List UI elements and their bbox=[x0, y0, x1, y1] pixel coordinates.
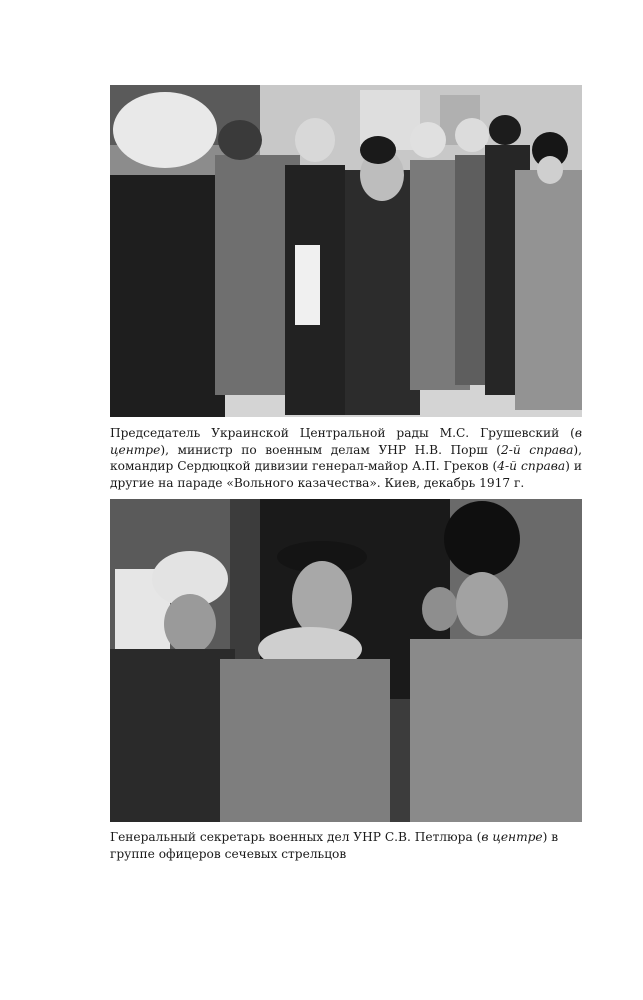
officers-photo-image bbox=[110, 499, 582, 822]
caption-italic-note: в центре bbox=[110, 426, 582, 457]
caption-italic-note: в центре bbox=[481, 830, 543, 844]
photo-caption-officers bbox=[110, 829, 582, 862]
photo-caption-parade bbox=[110, 425, 582, 491]
caption-text: Генеральный секретарь военных дел УНР С.В. Петлюра ( bbox=[110, 830, 482, 844]
caption-text: Председатель Украинской Центральной рады М.С. Грушевский ( bbox=[110, 426, 575, 440]
photo-parade bbox=[110, 85, 582, 417]
parade-photo-image bbox=[110, 85, 582, 417]
caption-italic-note: 2-й справа bbox=[500, 442, 574, 457]
caption-text: ) и другие на параде «Вольного казачества». Киев, декабрь 1917 г. bbox=[110, 459, 582, 490]
photo-officers bbox=[110, 499, 582, 822]
caption-text: ), командир Сердюцкой дивизии генерал-майор А.П. Греков ( bbox=[110, 442, 582, 473]
caption-italic-note: 4-й справа bbox=[497, 459, 566, 473]
caption-text: ) в группе офицеров сечевых стрельцов bbox=[110, 830, 559, 861]
caption-text: ), министр по военным делам УНР Н.В. Порш ( bbox=[160, 442, 501, 457]
